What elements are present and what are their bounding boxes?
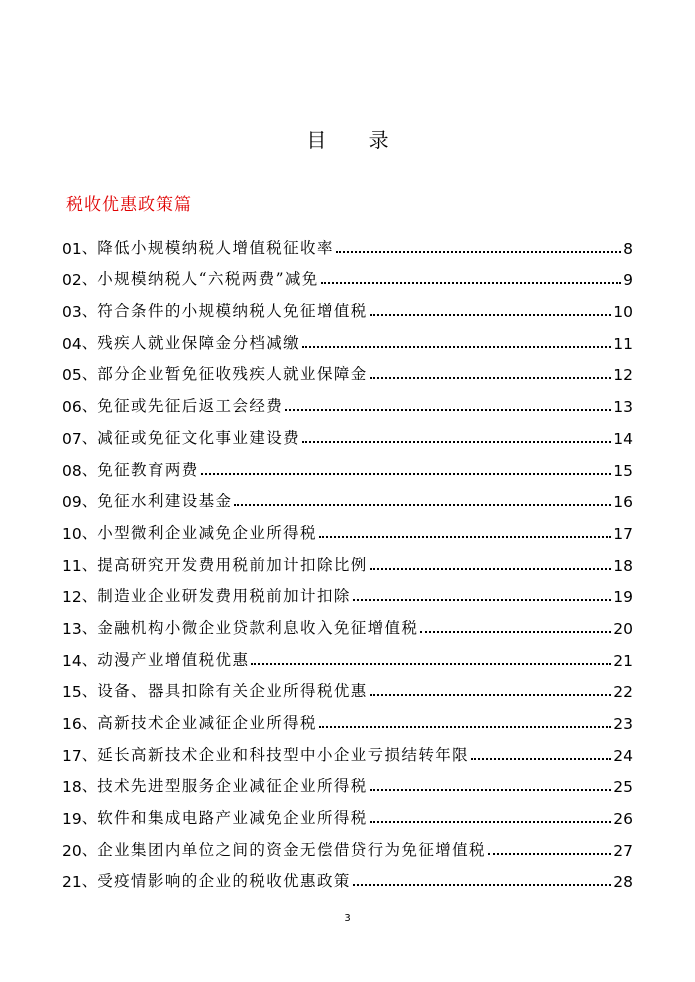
- toc-entry-separator: 、: [81, 650, 98, 669]
- toc-entry-title: 减征或免征文化事业建设费: [97, 428, 301, 447]
- toc-dot-leader: [488, 853, 611, 855]
- toc-entry[interactable]: [62, 733, 633, 765]
- toc-entry-separator: 、: [81, 270, 98, 289]
- toc-entry-number: 02: [62, 271, 82, 290]
- toc-entry-separator: 、: [81, 682, 98, 701]
- toc-entry-title: 免征教育两费: [97, 460, 199, 479]
- toc-entry-number: 10: [62, 524, 82, 543]
- toc-dot-leader: [370, 314, 612, 316]
- toc-dot-leader: [370, 694, 612, 696]
- toc-entry-title: 符合条件的小规模纳税人免征增值税: [97, 302, 368, 321]
- toc-dot-leader: [370, 789, 612, 791]
- toc-entry-title: 制造业企业研发费用税前加计扣除: [97, 587, 351, 606]
- toc-entry[interactable]: [62, 289, 633, 321]
- toc-entry-separator: 、: [81, 333, 98, 352]
- toc-dot-leader: [370, 568, 612, 570]
- toc-entry-number: 01: [62, 239, 82, 258]
- toc-entry-number: 16: [62, 715, 82, 733]
- toc-entry-separator: 、: [81, 302, 98, 321]
- toc-list: [62, 226, 633, 891]
- toc-entry-separator: 、: [81, 365, 98, 384]
- toc-dot-leader: [234, 504, 611, 506]
- toc-entry-number: 08: [62, 461, 82, 480]
- toc-entry-number: 11: [62, 556, 82, 575]
- toc-dot-leader: [353, 599, 612, 601]
- toc-entry-separator: 、: [81, 840, 98, 859]
- toc-entry-page: 26: [613, 810, 633, 829]
- toc-entry-page: 16: [613, 493, 633, 512]
- toc-entry[interactable]: [62, 384, 633, 416]
- toc-entry[interactable]: [62, 321, 633, 353]
- toc-entry-separator: 、: [81, 809, 98, 828]
- toc-dot-leader: [302, 441, 611, 443]
- toc-entry-separator: 、: [81, 523, 98, 542]
- toc-entry-number: 12: [62, 588, 82, 607]
- toc-entry[interactable]: [62, 511, 633, 543]
- toc-entry[interactable]: [62, 416, 633, 448]
- toc-dot-leader: [251, 663, 611, 665]
- toc-entry-separator: 、: [81, 745, 98, 764]
- toc-entry-number: 09: [62, 493, 82, 512]
- toc-entry-title: 延长高新技术企业和科技型中小企业亏损结转年限: [97, 745, 470, 764]
- toc-entry[interactable]: [62, 575, 633, 607]
- toc-entry-page: 27: [613, 841, 633, 860]
- toc-entry[interactable]: [62, 701, 633, 733]
- toc-entry[interactable]: [62, 765, 633, 797]
- toc-entry-number: 15: [62, 683, 82, 702]
- toc-entry-separator: 、: [81, 555, 98, 574]
- toc-entry-page: 21: [613, 651, 633, 670]
- toc-entry-title: 企业集团内单位之间的资金无偿借贷行为免征增值税: [97, 840, 486, 859]
- toc-entry-title: 金融机构小微企业贷款利息收入免征增值税: [97, 618, 419, 637]
- toc-entry-number: 21: [62, 873, 82, 892]
- toc-entry-page: 12: [613, 366, 633, 385]
- toc-dot-leader: [285, 409, 611, 411]
- toc-entry-number: 13: [62, 619, 82, 638]
- toc-entry-separator: 、: [81, 460, 98, 479]
- toc-entry[interactable]: [62, 638, 633, 670]
- toc-entry[interactable]: [62, 353, 633, 385]
- toc-dot-leader: [321, 282, 621, 284]
- toc-dot-leader: [201, 473, 612, 475]
- toc-entry-page: 13: [613, 398, 633, 417]
- toc-dot-leader: [353, 884, 612, 886]
- toc-entry-page: 8: [623, 239, 633, 258]
- toc-entry-title: 提高研究开发费用税前加计扣除比例: [97, 555, 368, 574]
- toc-entry-title: 小型微利企业减免企业所得税: [97, 523, 317, 542]
- toc-dot-leader: [471, 758, 611, 760]
- toc-entry-separator: 、: [81, 777, 98, 796]
- toc-entry[interactable]: [62, 828, 633, 860]
- toc-entry-page: 19: [613, 588, 633, 607]
- toc-entry-separator: 、: [81, 428, 98, 447]
- toc-dot-leader: [420, 631, 611, 633]
- toc-entry[interactable]: [62, 448, 633, 480]
- toc-dot-leader: [302, 346, 611, 348]
- toc-entry[interactable]: [62, 796, 633, 828]
- toc-entry-title: 技术先进型服务企业减征企业所得税: [97, 777, 368, 796]
- toc-entry-number: 03: [62, 303, 82, 322]
- toc-dot-leader: [319, 536, 611, 538]
- toc-entry-number: 05: [62, 366, 82, 385]
- toc-entry-page: 22: [613, 683, 633, 702]
- toc-entry-page: 17: [613, 524, 633, 543]
- toc-entry-number: 04: [62, 334, 82, 353]
- toc-entry-title: 免征水利建设基金: [97, 492, 233, 511]
- toc-dot-leader: [370, 821, 612, 823]
- toc-entry-title: 降低小规模纳税人增值税征收率: [97, 238, 334, 257]
- section-heading: 税收优惠政策篇: [66, 195, 192, 215]
- toc-entry-separator: 、: [81, 618, 98, 637]
- toc-entry-number: 06: [62, 398, 82, 417]
- toc-entry-title: 免征或先征后返工会经费: [97, 397, 284, 416]
- toc-entry-separator: 、: [81, 397, 98, 416]
- toc-dot-leader: [370, 377, 612, 379]
- toc-entry-page: 11: [613, 334, 633, 353]
- toc-entry-separator: 、: [81, 872, 98, 891]
- toc-entry[interactable]: [62, 258, 633, 290]
- toc-entry-page: 10: [613, 303, 633, 322]
- toc-entry-page: 25: [613, 778, 633, 797]
- toc-entry-title: 残疾人就业保障金分档减缴: [97, 333, 301, 352]
- toc-entry-page: 9: [623, 271, 633, 290]
- toc-entry-title: 设备、器具扣除有关企业所得税优惠: [97, 682, 368, 701]
- toc-entry-separator: 、: [81, 714, 98, 732]
- toc-entry-number: 20: [62, 841, 82, 860]
- toc-entry[interactable]: [62, 606, 633, 638]
- toc-entry[interactable]: [62, 670, 633, 702]
- toc-entry-title: 软件和集成电路产业减免企业所得税: [97, 809, 368, 828]
- toc-entry-page: 23: [613, 715, 633, 733]
- toc-entry-page: 24: [613, 746, 633, 765]
- toc-entry[interactable]: [62, 480, 633, 512]
- toc-title: 目 录: [306, 128, 407, 152]
- toc-entry-title: 高新技术企业减征企业所得税: [97, 714, 317, 732]
- toc-entry-title: 动漫产业增值税优惠: [97, 650, 250, 669]
- toc-entry-number: 19: [62, 810, 82, 829]
- page-number: 3: [344, 913, 351, 924]
- toc-entry[interactable]: [62, 543, 633, 575]
- toc-entry-page: 18: [613, 556, 633, 575]
- toc-entry-title: 受疫情影响的企业的税收优惠政策: [97, 872, 351, 891]
- toc-dot-leader: [336, 251, 621, 253]
- toc-entry-page: 28: [613, 873, 633, 892]
- toc-entry-page: 20: [613, 619, 633, 638]
- toc-entry-page: 14: [613, 429, 633, 448]
- toc-dot-leader: [319, 726, 611, 728]
- toc-entry-separator: 、: [81, 238, 98, 257]
- toc-entry-page: 15: [613, 461, 633, 480]
- toc-entry-separator: 、: [81, 587, 98, 606]
- toc-entry[interactable]: [62, 226, 633, 258]
- toc-entry-number: 07: [62, 429, 82, 448]
- toc-entry-title: 小规模纳税人“六税两费”减免: [97, 270, 319, 289]
- toc-entry-number: 14: [62, 651, 82, 670]
- toc-entry-title: 部分企业暂免征收残疾人就业保障金: [97, 365, 368, 384]
- toc-entry[interactable]: [62, 860, 633, 892]
- toc-entry-number: 18: [62, 778, 82, 797]
- toc-entry-separator: 、: [81, 492, 98, 511]
- toc-entry-number: 17: [62, 746, 82, 765]
